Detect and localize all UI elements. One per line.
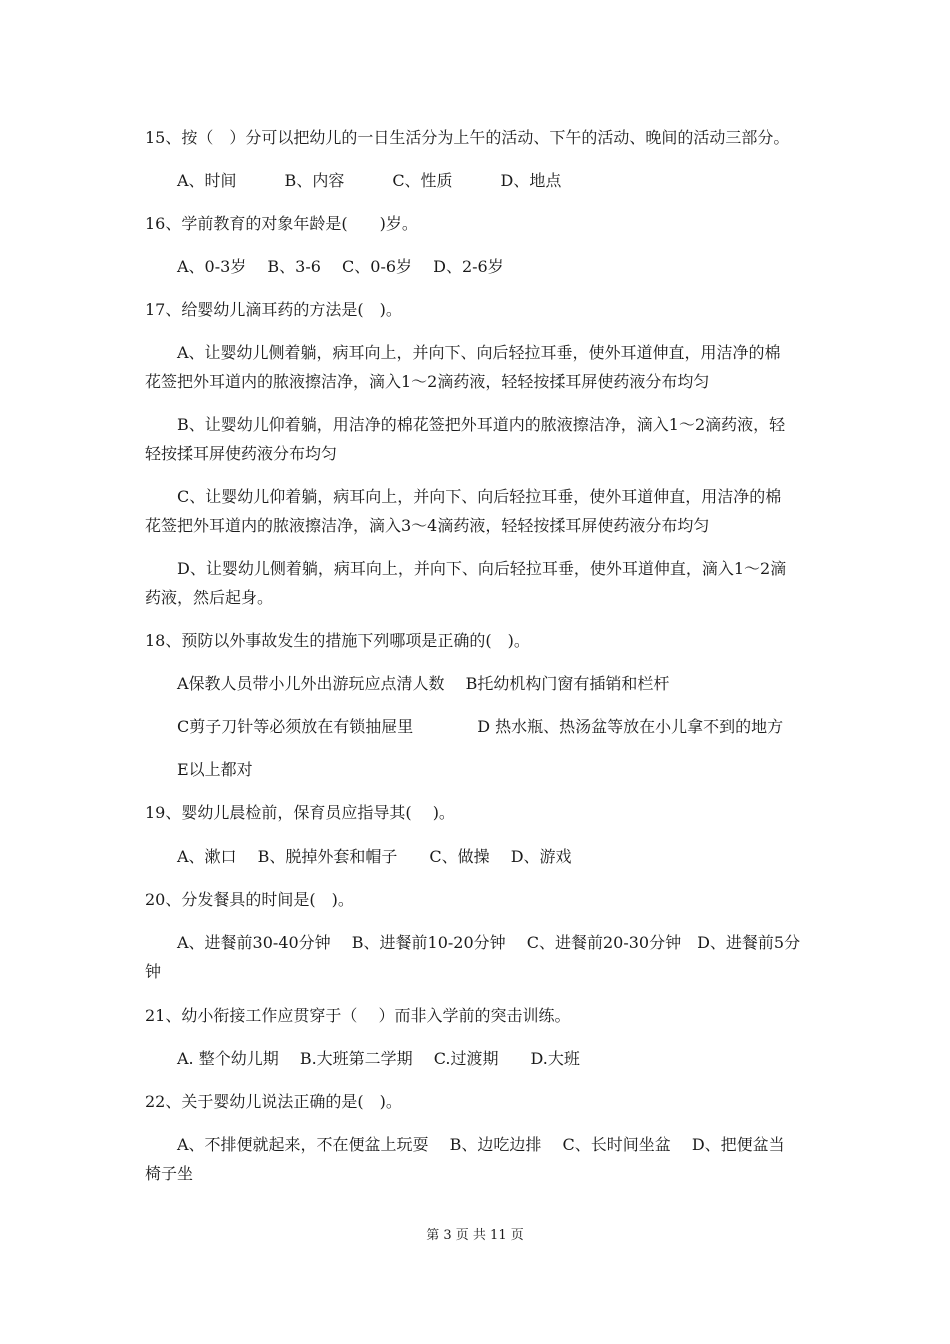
question-17-option-b-line1: B、让婴幼儿仰着躺，用洁净的棉花签把外耳道内的脓液擦洁净，滴入1～2滴药液，轻 [177, 415, 786, 434]
question-21-options: A. 整个幼儿期 B.大班第二学期 C.过渡期 D.大班 [177, 1049, 580, 1068]
question-17-option-d-line1: D、让婴幼儿侧着躺，病耳向上，并向下、向后轻拉耳垂，使外耳道伸直，滴入1～2滴 [177, 559, 787, 578]
page-number-footer: 第 3 页 共 11 页 [426, 1228, 524, 1243]
question-22-stem: 22、关于婴幼儿说法正确的是( )。 [145, 1092, 402, 1111]
question-17-option-d-line2: 药液，然后起身。 [145, 588, 274, 607]
question-15-options: A、时间 B、内容 C、性质 D、地点 [177, 171, 562, 190]
question-19-stem: 19、婴幼儿晨检前，保育员应指导其( )。 [145, 803, 455, 822]
question-16-options: A、0-3岁 B、3-6 C、0-6岁 D、2-6岁 [177, 257, 504, 276]
question-16-stem: 16、学前教育的对象年龄是( )岁。 [145, 214, 418, 233]
question-18-options-line1: A保教人员带小儿外出游玩应点清人数 B托幼机构门窗有插销和栏杆 [177, 674, 670, 693]
question-15-stem: 15、按（ ）分可以把幼儿的一日生活分为上午的活动、下午的活动、晚间的活动三部分。 [145, 128, 790, 147]
question-20-stem: 20、分发餐具的时间是( )。 [145, 890, 354, 909]
question-17-option-b-line2: 轻按揉耳屏使药液分布均匀 [145, 444, 338, 463]
question-18-stem: 18、预防以外事故发生的措施下列哪项是正确的( )。 [145, 631, 530, 650]
question-17-option-c-line2: 花签把外耳道内的脓液擦洁净，滴入3～4滴药液，轻轻按揉耳屏使药液分布均匀 [145, 516, 710, 535]
question-17-stem: 17、给婴幼儿滴耳药的方法是( )。 [145, 300, 402, 319]
question-18-options-line3: E以上都对 [177, 760, 253, 779]
question-20-options-line2: 钟 [145, 962, 162, 981]
question-18-options-line2: C剪子刀针等必须放在有锁抽屉里 D 热水瓶、热汤盆等放在小儿拿不到的地方 [177, 717, 784, 736]
question-17-option-a-line2: 花签把外耳道内的脓液擦洁净，滴入1～2滴药液，轻轻按揉耳屏使药液分布均匀 [145, 372, 710, 391]
question-19-options: A、漱口 B、脱掉外套和帽子 C、做操 D、游戏 [177, 847, 572, 866]
question-17-option-c-line1: C、让婴幼儿仰着躺，病耳向上，并向下、向后轻拉耳垂，使外耳道伸直，用洁净的棉 [177, 487, 782, 506]
question-20-options-line1: A、进餐前30-40分钟 B、进餐前10-20分钟 C、进餐前20-30分钟 D、进餐前5分 [177, 933, 801, 952]
question-17-option-a-line1: A、让婴幼儿侧着躺，病耳向上，并向下、向后轻拉耳垂，使外耳道伸直，用洁净的棉 [177, 343, 781, 362]
question-22-options-line1: A、不排便就起来，不在便盆上玩耍 B、边吃边排 C、长时间坐盆 D、把便盆当 [177, 1135, 785, 1154]
question-22-options-line2: 椅子坐 [145, 1164, 194, 1183]
question-21-stem: 21、幼小衔接工作应贯穿于（ ）而非入学前的突击训练。 [145, 1006, 571, 1025]
